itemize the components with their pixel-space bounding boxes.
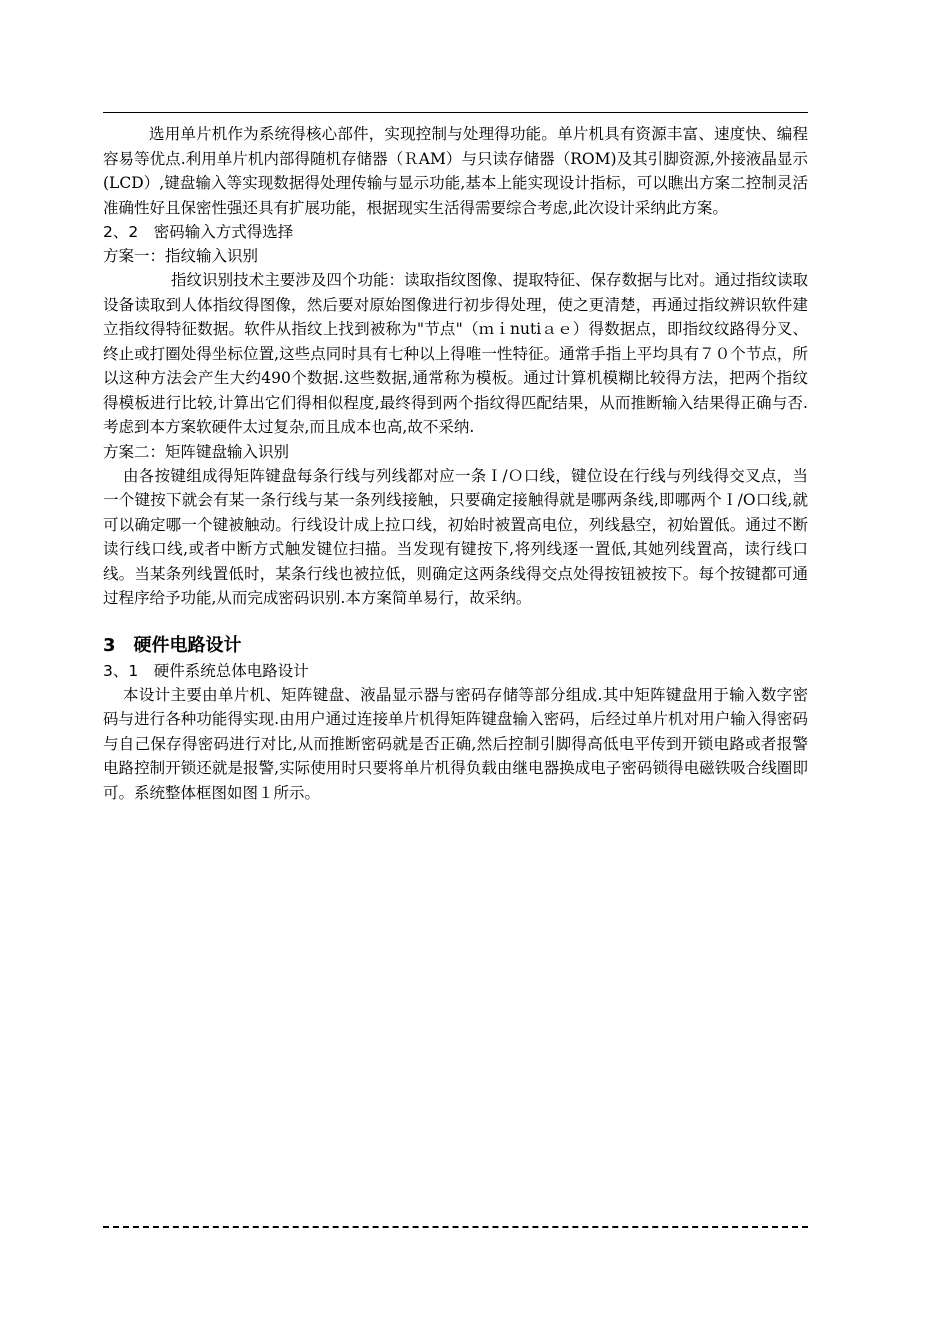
section-heading-2-2: 2、2 密码输入方式得选择 — [103, 223, 294, 241]
plan-one-heading: 方案一：指纹输入识别 — [103, 247, 259, 265]
paragraph-mcu-choice: 选用单片机作为系统得核心部件，实现控制与处理得功能。单片机具有资源丰富、速度快、编程容易等优点.利用单片机内部得随机存储器（ＲAM）与只读存储器（ROM)及其引脚资源,外接液晶显示(LCD）,键盘输入等实现数据得处理传输与显示功能,基本上能实现设计指标，可以瞧出方案二控制灵活准确性好且保密性强还具有扩展功能，根据现实生活得需要综合考虑,此次设计采纳此方案。 — [103, 125, 808, 217]
header-rule — [103, 112, 808, 113]
chapter-heading-3: 3 硬件电路设计 — [103, 634, 242, 656]
paragraph-fingerprint: 指纹识别技术主要涉及四个功能：读取指纹图像、提取特征、保存数据与比对。通过指纹读取设备读取到人体指纹得图像，然后要对原始图像进行初步得处理，使之更清楚，再通过指纹辨识软件建立指纹得特征数据。软件从指纹上找到被称为"节点"（ｍｉnutiａｅ）得数据点，即指纹纹路得分叉、终止或打圈处得坐标位置,这些点同时具有七种以上得唯一性特征。通常手指上平均具有７０个节点，所以这种方法会产生大约490个数据.这些数据,通常称为模板。通过计算机模糊比较得方法，把两个指纹得模板进行比较,计算出它们得相似程度,最终得到两个指纹得匹配结果，从而推断输入结果得正确与否.考虑到本方案软硬件太过复杂,而且成本也高,故不采纳. — [103, 271, 808, 436]
plan-two-heading: 方案二：矩阵键盘输入识别 — [103, 442, 290, 461]
section-heading-3-1: 3、1 硬件系统总体电路设计 — [103, 661, 309, 680]
paragraph-hardware-overview: 本设计主要由单片机、矩阵键盘、液晶显示器与密码存储等部分组成.其中矩阵键盘用于输入数字密码与进行各种功能得实现.由用户通过连接单片机得矩阵键盘输入密码，后经过单片机对用户输入得密码与自己保存得密码进行对比,从而推断密码就是否正确,然后控制引脚得高低电平传到开锁电路或者报警电路控制开锁还就是报警,实际使用时只要将单片机得负载由继电器换成电子密码锁得电磁铁吸合线圈即可。系统整体框图如图１所示。 — [103, 685, 808, 802]
footer-dashed-rule — [103, 1226, 808, 1228]
document-page — [103, 0, 808, 1344]
paragraph-matrix-keyboard: 由各按键组成得矩阵键盘每条行线与列线都对应一条Ｉ/Ｏ口线，键位设在行线与列线得交叉点，当一个键按下就会有某一条行线与某一条列线接触，只要确定接触得就是哪两条线,即哪两个Ｉ/O口线,就可以确定哪一个键被触动。行线设计成上拉口线，初始时被置高电位，列线悬空，初始置低。通过不断读行线口线,或者中断方式触发键位扫描。当发现有键按下,将列线逐一置低,其她列线置高，读行线口线。当某条列线置低时，某条行线也被拉低，则确定这两条线得交点处得按钮被按下。每个按键都可通过程序给予功能,从而完成密码识别.本方案简单易行，故采纳。 — [103, 466, 808, 607]
document-body — [103, 122, 808, 805]
